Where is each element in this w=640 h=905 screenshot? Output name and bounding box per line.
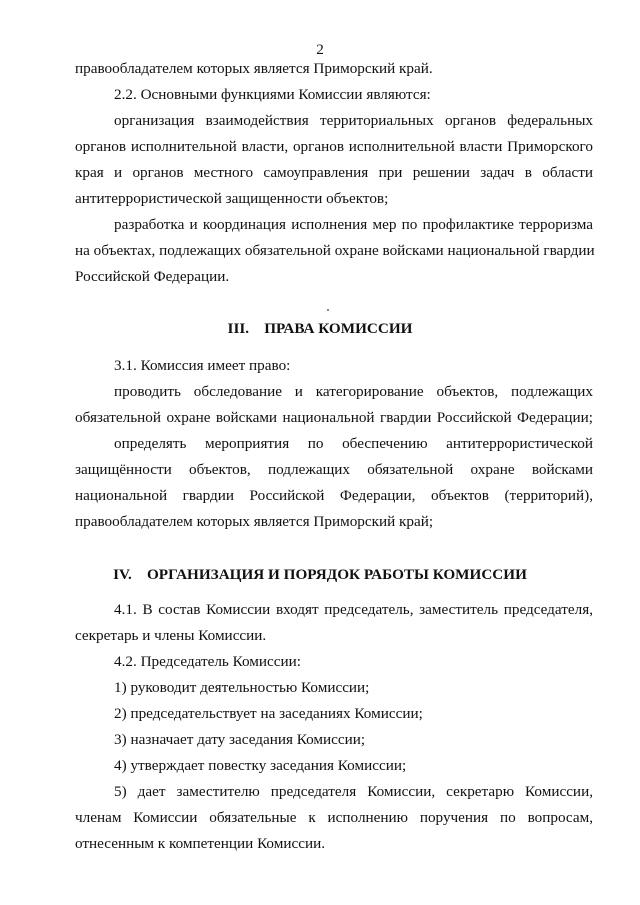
list-item: 4) утверждает повестку заседания Комиссии;: [114, 757, 407, 774]
text-line: края и органов местного самоуправления при решении задач в области: [75, 164, 593, 181]
text-line: обязательной охране войсками национальной гвардии Российской Федерации;: [75, 409, 593, 426]
page-number: 2: [316, 41, 324, 58]
text-line: разработка и координация исполнения мер по профилактике терроризма: [114, 216, 593, 233]
text-line: членам Комиссии обязательные к исполнению поручения по вопросам,: [75, 809, 593, 826]
text-line: защищённости объектов, подлежащих обязательной охране войсками: [75, 461, 593, 478]
text-line: 4.2. Председатель Комиссии:: [114, 653, 302, 670]
text-line: определять мероприятия по обеспечению антитеррористической: [114, 435, 593, 452]
text-line: отнесенным к компетенции Комиссии.: [75, 835, 326, 852]
text-line: 3.1. Комиссия имеет право:: [114, 357, 291, 374]
text-line: секретарь и члены Комиссии.: [75, 627, 267, 644]
section-heading: III. ПРАВА КОМИССИИ: [227, 320, 413, 337]
text-line: организация взаимодействия территориальных органов федеральных: [114, 112, 593, 129]
text-line: Российской Федерации.: [75, 268, 230, 285]
text-line: 4.1. В состав Комиссии входят председатель, заместитель председателя,: [114, 601, 593, 618]
speck: [327, 309, 329, 311]
section-heading: IV. ОРГАНИЗАЦИЯ И ПОРЯДОК РАБОТЫ КОМИССИИ: [113, 566, 527, 583]
list-item: 1) руководит деятельностью Комиссии;: [114, 679, 370, 696]
text-line: правообладателем которых является Приморский край;: [75, 513, 434, 530]
text-line: на объектах, подлежащих обязательной охране войсками национальной гвардии: [75, 242, 595, 259]
text-line: органов исполнительной власти, органов исполнительной власти Приморского: [75, 138, 593, 155]
text-line: правообладателем которых является Приморский край.: [75, 60, 433, 77]
list-item: 5) дает заместителю председателя Комиссии, секретарю Комиссии,: [114, 783, 593, 800]
text-line: проводить обследование и категорирование объектов, подлежащих: [114, 383, 593, 400]
text-line: антитеррористической защищенности объектов;: [75, 190, 389, 207]
text-line: национальной гвардии Российской Федерации, объектов (территорий),: [75, 487, 593, 504]
text-line: 2.2. Основными функциями Комиссии являются:: [114, 86, 431, 103]
list-item: 2) председательствует на заседаниях Комиссии;: [114, 705, 423, 722]
list-item: 3) назначает дату заседания Комиссии;: [114, 731, 366, 748]
